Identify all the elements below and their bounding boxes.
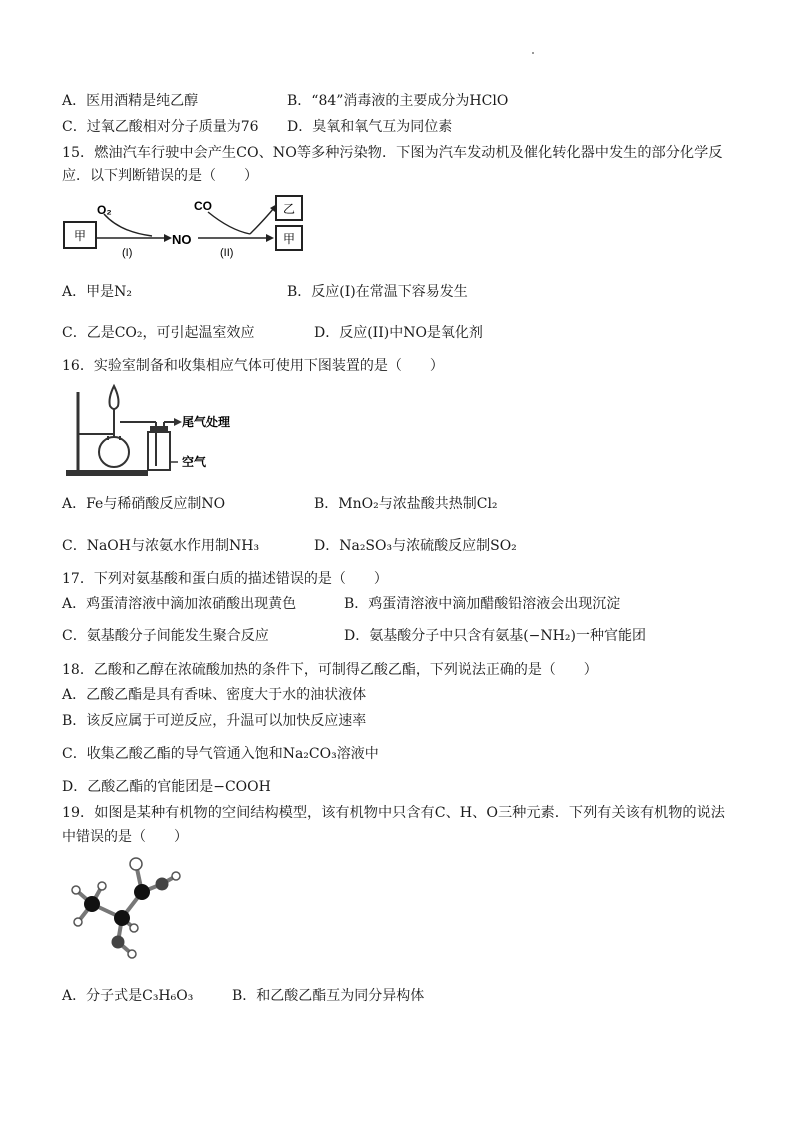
no-label: NO — [172, 232, 192, 247]
q17-option-c: C．氨基酸分子间能发生聚合反应 — [62, 628, 269, 644]
o2-feed-curve — [104, 214, 152, 236]
stand-base — [66, 470, 148, 476]
gas-collecting-bottle — [148, 432, 170, 470]
q18-option-a: A．乙酸乙酯是具有香味、密度大于水的油状液体 — [62, 687, 367, 703]
yi-label: 乙 — [282, 202, 296, 216]
air-label: 空气 — [182, 455, 207, 469]
hydrogen-atom-4 — [130, 924, 138, 932]
jia-label-right: 甲 — [282, 232, 296, 246]
carbon-atom-3 — [134, 884, 150, 900]
q15-reaction-diagram — [60, 190, 520, 280]
q15-stem-line2: 应．以下判断错误的是（ ） — [62, 168, 258, 184]
scan-speck — [532, 52, 534, 54]
q18-stem: 18．乙酸和乙醇在浓硫酸加热的条件下，可制得乙酸乙酯，下列说法正确的是（ ） — [62, 662, 598, 678]
q15-option-c: C．乙是CO₂，可引起温室效应 — [62, 325, 255, 341]
arrow-head-1 — [164, 234, 172, 242]
round-flask — [99, 437, 129, 467]
q17-option-d: D．氨基酸分子中只含有氨基(−NH₂)一种官能团 — [344, 628, 646, 644]
q15-option-d: D．反应(II)中NO是氧化剂 — [314, 325, 483, 341]
q16-apparatus-diagram — [64, 382, 294, 482]
hydrogen-atom-5 — [128, 950, 136, 958]
arrow-head-2 — [266, 234, 274, 242]
q14-option-d: D．臭氧和氧气互为同位素 — [287, 119, 453, 135]
q16-option-d: D．Na₂SO₃与浓硫酸反应制SO₂ — [314, 538, 517, 554]
q17-option-a: A．鸡蛋清溶液中滴加浓硝酸出现黄色 — [62, 596, 297, 612]
q19-molecular-model — [62, 852, 202, 972]
q19-stem-line1: 19．如图是某种有机物的空间结构模型，该有机物中只含有C、H、O三种元素．下列有关该有机物的说法 — [62, 805, 725, 821]
hydrogen-atom-2 — [98, 882, 106, 890]
q14-option-c: C．过氧乙酸相对分子质量为76 — [62, 119, 259, 135]
co-label: CO — [194, 199, 212, 213]
q16-stem: 16．实验室制备和收集相应气体可使用下图装置的是（ ） — [62, 358, 444, 374]
q18-option-c: C．收集乙酸乙酯的导气管通入饱和Na₂CO₃溶液中 — [62, 746, 379, 762]
q17-stem: 17．下列对氨基酸和蛋白质的描述错误的是（ ） — [62, 571, 388, 587]
q14-option-b: B．“84”消毒液的主要成分为HClO — [287, 93, 509, 109]
q19-option-a: A．分子式是C₃H₆O₃ — [62, 988, 194, 1004]
o2-label: O₂ — [97, 203, 112, 217]
q16-option-a: A．Fe与稀硝酸反应制NO — [62, 496, 226, 512]
q14-option-a: A．医用酒精是纯乙醇 — [62, 93, 199, 109]
q19-stem-line2: 中错误的是（ ） — [62, 829, 188, 845]
bottle-stopper — [150, 426, 168, 432]
tail-gas-label: 尾气处理 — [182, 415, 231, 429]
q18-option-d: D．乙酸乙酯的官能团是−COOH — [62, 779, 271, 795]
carbon-atom-1 — [84, 896, 100, 912]
q19-option-b: B．和乙酸乙酯互为同分异构体 — [232, 988, 425, 1004]
hydrogen-atom-3 — [74, 918, 82, 926]
separatory-funnel — [110, 386, 119, 409]
yi-branch-curve — [250, 208, 274, 234]
oxygen-atom-3 — [130, 858, 142, 870]
q17-option-b: B．鸡蛋清溶液中滴加醋酸铅溶液会出现沉淀 — [344, 596, 621, 612]
oxygen-atom-2 — [112, 936, 125, 949]
q15-option-b: B．反应(I)在常温下容易发生 — [287, 284, 468, 300]
co-feed-curve — [208, 212, 250, 234]
q15-option-a: A．甲是N₂ — [62, 284, 132, 300]
reaction-2-label: (II) — [220, 247, 234, 259]
reaction-1-label: (I) — [122, 247, 133, 259]
jia-label-left: 甲 — [73, 229, 87, 243]
hydrogen-atom-6 — [172, 872, 180, 880]
oxygen-atom-1 — [156, 878, 169, 891]
q16-option-b: B．MnO₂与浓盐酸共热制Cl₂ — [314, 496, 498, 512]
q16-option-c: C．NaOH与浓氨水作用制NH₃ — [62, 538, 260, 554]
hydrogen-atom-1 — [72, 886, 80, 894]
carbon-atom-2 — [114, 910, 130, 926]
q15-stem-line1: 15．燃油汽车行驶中会产生CO、NO等多种污染物．下图为汽车发动机及催化转化器中发生的部分化学反 — [62, 145, 723, 161]
exhaust-arrow-head — [174, 418, 182, 426]
q18-option-b: B．该反应属于可逆反应，升温可以加快反应速率 — [62, 713, 367, 729]
